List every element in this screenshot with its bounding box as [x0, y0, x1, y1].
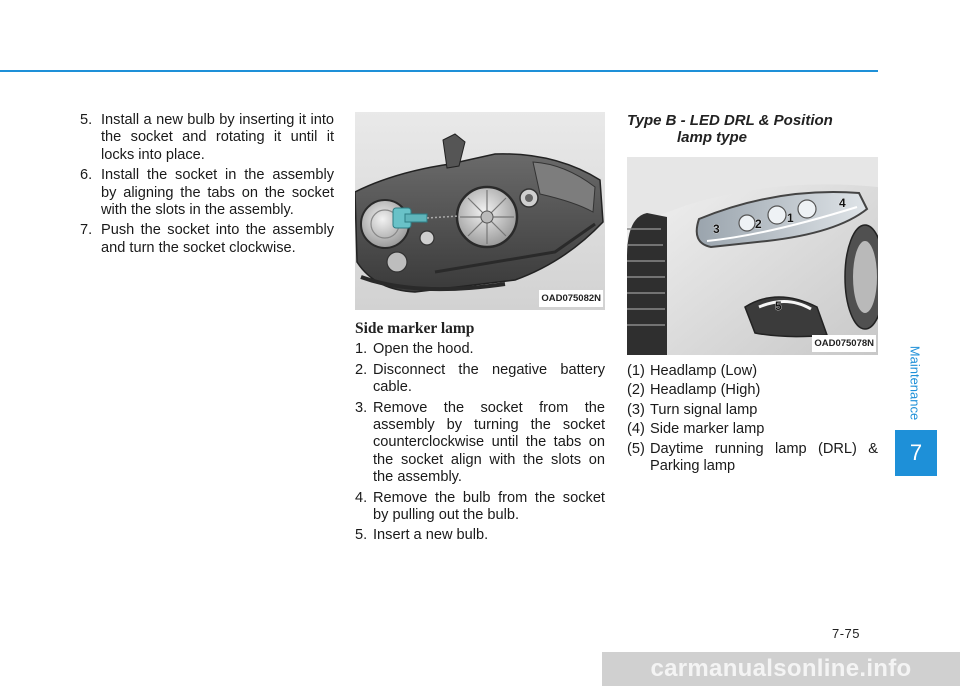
- step-item: [355, 400, 605, 487]
- step-number: 4.: [355, 489, 368, 506]
- headlamp-assembly-image: [355, 112, 605, 310]
- callout-5: 5: [775, 299, 782, 313]
- step-item: [80, 167, 334, 219]
- section-side-label-text: Maintenance: [907, 345, 923, 421]
- legend-item: [627, 441, 878, 476]
- legend-text: Daytime running lamp (DRL) & Parking lamp: [650, 440, 878, 475]
- step-number: 3.: [355, 399, 368, 416]
- legend-number: (5): [627, 440, 645, 457]
- image-label: OAD075078N: [812, 335, 876, 352]
- legend-text: Headlamp (High): [650, 382, 761, 399]
- legend-item: [627, 382, 878, 399]
- section-heading: Side marker lamp: [355, 320, 475, 337]
- legend-item: [627, 402, 878, 419]
- image-label: OAD075082N: [539, 290, 603, 307]
- page-number: 7-75: [832, 626, 861, 641]
- step-text: Remove the bulb from the socket by pulling out the bulb.: [373, 489, 605, 524]
- callout-3: 3: [713, 222, 720, 236]
- step-text: Install a new bulb by inserting it into the socket and rotating it until it locks into place.: [101, 112, 334, 163]
- column-2: [355, 112, 605, 548]
- header-rule: [0, 70, 878, 72]
- step-text: Insert a new bulb.: [373, 527, 489, 544]
- step-text: Open the hood.: [373, 341, 474, 358]
- type-heading-line-2: lamp type: [677, 129, 748, 146]
- step-number: 5.: [355, 527, 368, 544]
- section-side-label: [895, 338, 935, 428]
- step-number: 5.: [80, 112, 93, 128]
- step-item: [355, 490, 605, 525]
- column-3: [627, 112, 878, 477]
- step-number: 7.: [80, 222, 93, 239]
- watermark: carmanualsonline.info: [602, 652, 960, 686]
- step-number: 6.: [80, 167, 93, 184]
- step-text: Disconnect the negative battery cable.: [373, 361, 605, 396]
- callout-2: 2: [755, 217, 762, 231]
- legend-number: (4): [627, 421, 645, 438]
- car-front-image: [627, 157, 878, 355]
- car-front-illustration: [627, 157, 878, 355]
- legend-item: [627, 363, 878, 380]
- legend-number: (3): [627, 401, 645, 418]
- legend-text: Turn signal lamp: [650, 401, 758, 418]
- step-item: [355, 362, 605, 397]
- legend-text: Headlamp (Low): [650, 363, 758, 379]
- step-item: [355, 341, 605, 358]
- type-heading-line-1: Type B - LED DRL & Position: [627, 112, 833, 129]
- step-number: 1.: [355, 341, 368, 358]
- step-item: [80, 222, 334, 257]
- step-item: [80, 112, 334, 164]
- chapter-tab: 7: [895, 430, 937, 476]
- legend-text: Side marker lamp: [650, 421, 765, 438]
- legend-number: (2): [627, 382, 645, 399]
- callout-1: 1: [787, 211, 794, 225]
- headlamp-assembly-illustration: [355, 112, 605, 310]
- column-1: [80, 112, 334, 260]
- type-heading: [627, 112, 878, 146]
- callout-4: 4: [839, 196, 846, 210]
- step-text: Install the socket in the assembly by aligning the tabs on the socket with the slots in the assembly.: [101, 167, 334, 219]
- step-item: [355, 527, 605, 544]
- step-text: Remove the socket from the assembly by turning the socket counterclockwise until the tabs on the socket align with the slots on the assembly.: [373, 399, 605, 486]
- legend-number: (1): [627, 363, 645, 379]
- legend-item: [627, 421, 878, 438]
- step-number: 2.: [355, 361, 368, 378]
- step-text: Push the socket into the assembly and turn the socket clockwise.: [101, 222, 334, 256]
